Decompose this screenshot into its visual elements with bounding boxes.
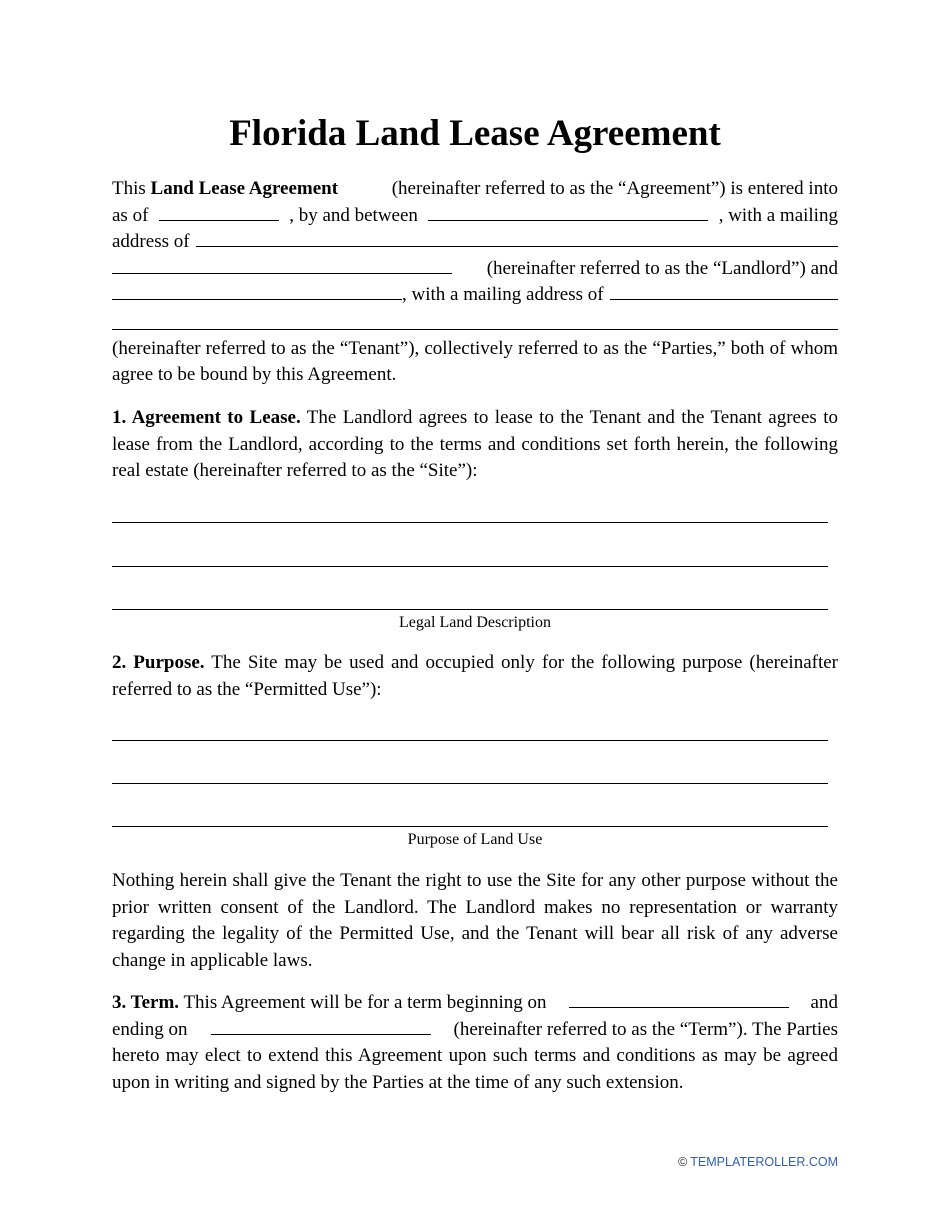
intro-line1-rest: (hereinafter referred to as the “Agreement”) is entered into bbox=[391, 178, 838, 199]
intro-closing: (hereinafter referred to as the “Tenant”), collectively referred to as the “Parties,” both of whom agree to be bound by this Agreement. bbox=[112, 337, 838, 385]
section-3-rest: hereto may elect to extend this Agreement upon such terms and conditions as may be agreed upon in writing and signed by the Parties at the time of any such extension. bbox=[112, 1045, 838, 1093]
document-title: Florida Land Lease Agreement bbox=[229, 113, 721, 154]
purpose-of-land-use-caption: Purpose of Land Use bbox=[407, 831, 543, 848]
section-1 bbox=[112, 405, 838, 485]
tenant-address-blank-2[interactable] bbox=[112, 309, 838, 330]
land-description-line-2[interactable] bbox=[112, 566, 828, 567]
templateroller-link[interactable]: TEMPLATEROLLER.COM bbox=[690, 1155, 838, 1169]
intro-paragraph bbox=[112, 176, 838, 389]
intro-line-1 bbox=[112, 176, 838, 203]
purpose-line-1[interactable] bbox=[112, 740, 828, 741]
intro-line-2 bbox=[112, 203, 838, 230]
section-3 bbox=[112, 990, 838, 1096]
section-3-and: and bbox=[810, 992, 838, 1013]
section-2-followup-text: Nothing herein shall give the Tenant the right to use the Site for any other purpose without the prior written consent of the Landlord. The Landlord makes no representation or warranty regarding the legality of the Permitted Use, and the Tenant will bear all risk of any adverse change in applicable laws. bbox=[112, 870, 838, 971]
with-mailing-label: , with a mailing bbox=[718, 204, 838, 226]
section-2-text: The Site may be used and occupied only for the following purpose (hereinafter referred to as the “Permitted Use”): bbox=[112, 652, 839, 700]
landlord-ref-label: (hereinafter referred to as the “Landlord”) and bbox=[486, 257, 838, 279]
footer-brand bbox=[678, 1155, 838, 1169]
copyright-icon: © bbox=[678, 1155, 688, 1169]
tenant-address-blank[interactable] bbox=[610, 282, 838, 300]
ending-on-label: ending on bbox=[112, 1018, 188, 1040]
landlord-address-blank-2[interactable] bbox=[112, 256, 452, 274]
term-start-blank[interactable] bbox=[569, 990, 789, 1008]
intro-line-5 bbox=[112, 282, 838, 309]
date-blank[interactable] bbox=[159, 203, 279, 221]
purpose-line-2[interactable] bbox=[112, 783, 828, 784]
intro-line-3 bbox=[112, 229, 838, 256]
intro-agreement-bold: Land Lease Agreement bbox=[150, 178, 339, 199]
section-3-heading: 3. Term. bbox=[112, 992, 180, 1013]
section-2 bbox=[112, 650, 838, 703]
intro-this: This bbox=[112, 178, 146, 199]
section-2-heading: 2. Purpose. bbox=[112, 652, 205, 673]
tenant-name-blank[interactable] bbox=[112, 282, 402, 300]
land-description-line-1[interactable] bbox=[112, 522, 828, 523]
intro-line-4 bbox=[112, 256, 838, 283]
section-3-line1-text: This Agreement will be for a term beginning on bbox=[183, 992, 547, 1013]
section-3-line-1 bbox=[112, 990, 838, 1017]
legal-land-description-caption: Legal Land Description bbox=[399, 614, 551, 631]
section-3-line-2 bbox=[112, 1017, 838, 1044]
address-of-label: address of bbox=[112, 231, 190, 252]
by-between-label: , by and between bbox=[289, 204, 418, 226]
as-of-label: as of bbox=[112, 204, 149, 226]
section-2-followup bbox=[112, 868, 838, 974]
term-end-blank[interactable] bbox=[211, 1017, 431, 1035]
land-description-line-3[interactable] bbox=[112, 609, 828, 610]
term-ref-label: (hereinafter referred to as the “Term”). The Parties bbox=[453, 1018, 838, 1040]
landlord-name-blank[interactable] bbox=[428, 203, 708, 221]
landlord-address-blank[interactable] bbox=[196, 229, 838, 247]
section-1-text: The Landlord agrees to lease to the Tenant and the Tenant agrees to lease from the Landlord, according to the terms and conditions set forth herein, the following real estate (hereinafter referred to as the “Site”): bbox=[112, 407, 838, 481]
purpose-line-3[interactable] bbox=[112, 826, 828, 827]
section-1-heading: 1. Agreement to Lease. bbox=[112, 407, 301, 428]
with-mailing-address-label: , with a mailing address of bbox=[402, 284, 604, 305]
